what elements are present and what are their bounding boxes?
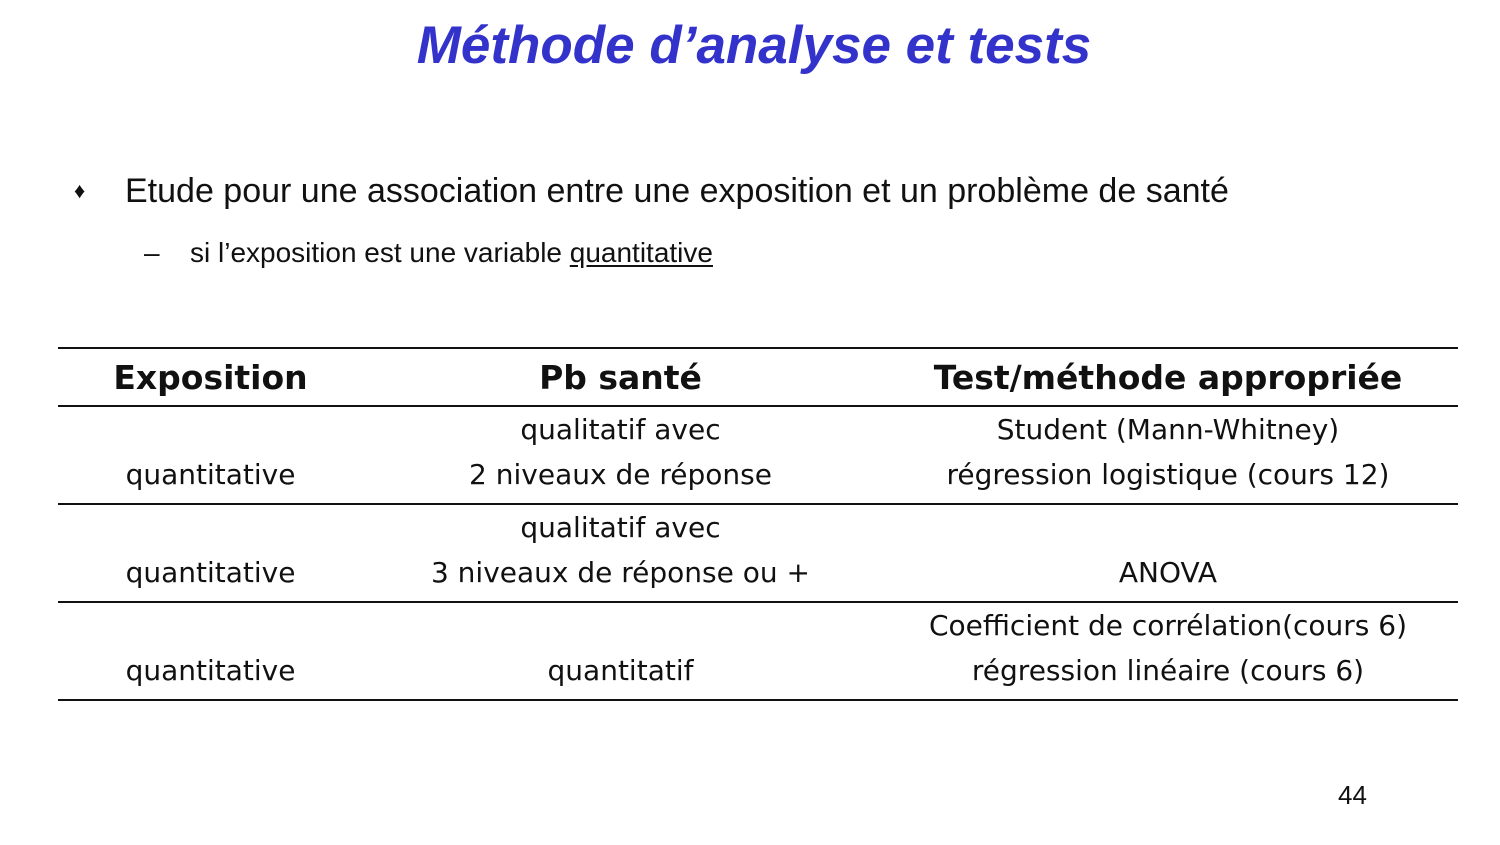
header-pb-sante: Pb santé [363, 348, 878, 406]
cell-line: Coefficient de corrélation(cours 6) [928, 609, 1408, 642]
header-test-methode: Test/méthode appropriée [878, 348, 1458, 406]
cell-line: quantitative [125, 654, 296, 687]
cell-exposition [58, 504, 363, 602]
cell-pb-sante [363, 406, 878, 504]
cell-exposition [58, 406, 363, 504]
cell-line: 3 niveaux de réponse ou + [430, 556, 811, 589]
table-row [58, 602, 1458, 700]
main-bullet [74, 171, 1229, 211]
table-header-row [58, 348, 1458, 406]
cell-line: quantitative [125, 556, 296, 589]
sub-bullet [144, 236, 713, 270]
header-exposition: Exposition [58, 348, 363, 406]
cell-pb-sante [363, 504, 878, 602]
sub-bullet-text: si l’exposition est une variable [190, 237, 570, 268]
cell-line: qualitatif avec [520, 413, 721, 446]
table-body [58, 406, 1458, 700]
cell-line: qualitatif avec [520, 511, 721, 544]
cell-line: Student (Mann-Whitney) [996, 413, 1340, 446]
cell-line: régression linéaire (cours 6) [971, 654, 1365, 687]
cell-line: 2 niveaux de réponse [469, 458, 772, 491]
table-header [58, 348, 1458, 406]
slide-title: Méthode d’analyse et tests [416, 16, 1092, 75]
methods-table-container [58, 347, 1458, 701]
methods-table [58, 347, 1458, 701]
sub-bullet-underlined-text: quantitative [569, 237, 713, 268]
cell-test [878, 504, 1458, 602]
dash-bullet-icon: – [144, 237, 160, 268]
cell-exposition [58, 602, 363, 700]
table-row [58, 504, 1458, 602]
table-row [58, 406, 1458, 504]
page-number: 44 [1338, 780, 1367, 810]
cell-line: quantitatif [547, 654, 694, 687]
cell-line: quantitative [125, 458, 296, 491]
diamond-bullet-icon: ♦ [74, 178, 86, 203]
main-bullet-text: Etude pour une association entre une exposition et un problème de santé [125, 172, 1229, 210]
cell-test [878, 406, 1458, 504]
cell-pb-sante [363, 602, 878, 700]
cell-line: ANOVA [1118, 556, 1218, 589]
cell-test [878, 602, 1458, 700]
cell-line: régression logistique (cours 12) [946, 458, 1390, 491]
